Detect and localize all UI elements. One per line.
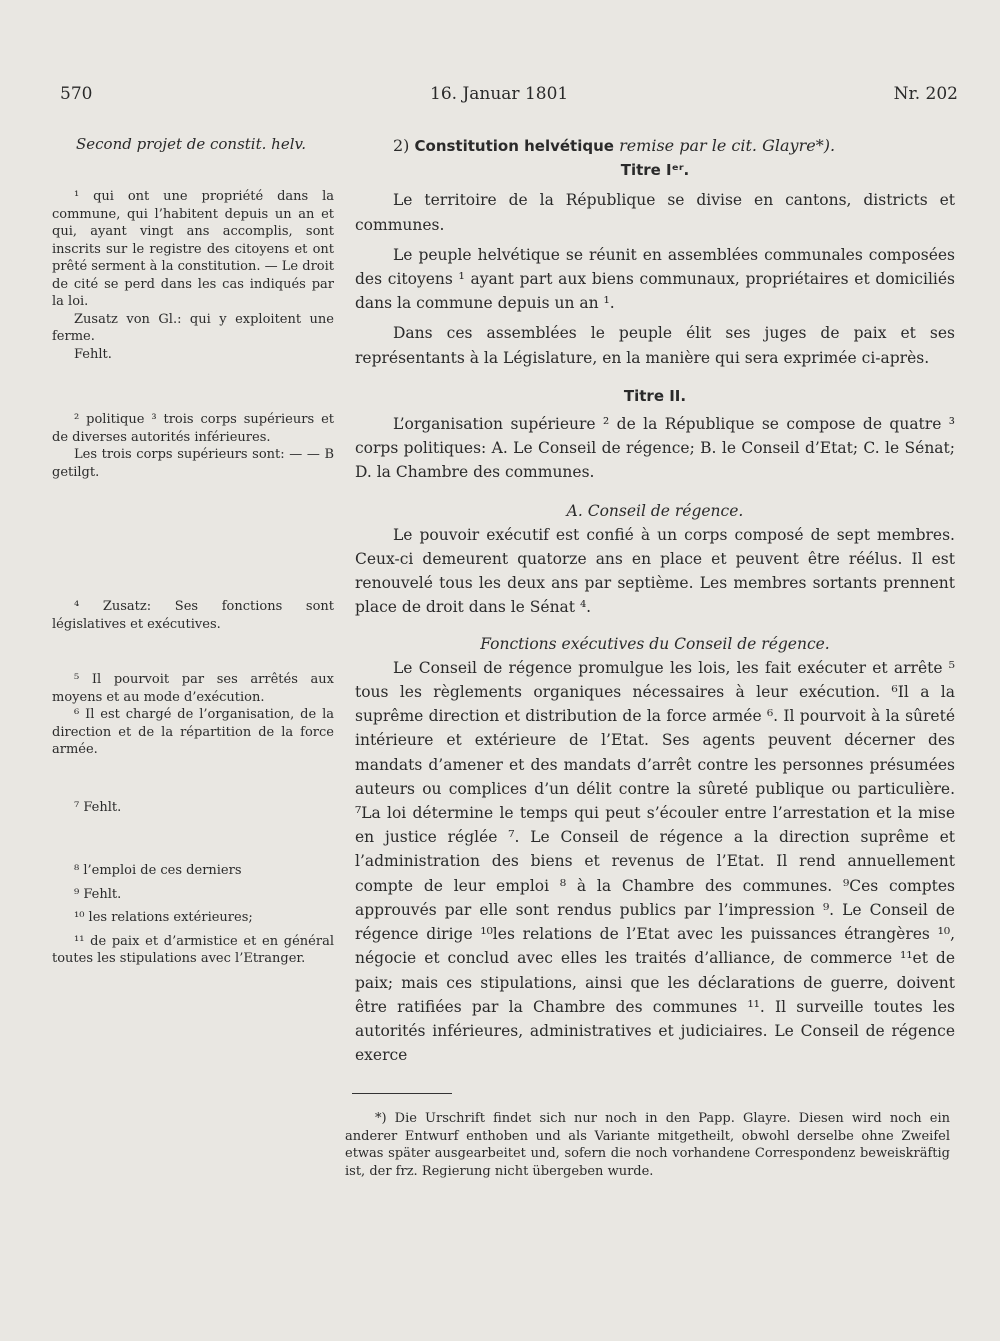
note-4: ⁴ Zusatz: Ses fonctions sont législatives et exécutives. xyxy=(52,599,334,632)
page-header xyxy=(60,84,958,110)
note-6: ⁶ Il est chargé de l’organisation, de la direction et de la répartition de la force armée. xyxy=(52,707,334,757)
document-number: Nr. 202 xyxy=(893,84,958,104)
titre-1: Titre Iᵉʳ. xyxy=(620,161,690,180)
note-2-3-addition: Les trois corps supérieurs sont: — — B getilgt. xyxy=(52,447,334,480)
note-7: ⁷ Fehlt. xyxy=(74,799,122,815)
footnote xyxy=(345,1110,950,1180)
margin-title: Second projet de constit. helv. xyxy=(76,135,306,153)
note-2-3: ² politique ³ trois corps supérieurs et de diverses autorités inférieures. xyxy=(52,412,334,445)
titre-2: Titre II. xyxy=(623,386,687,405)
paragraph: L’organisation supérieure ² de la République se compose de quatre ³ corps politiques: A. Le Conseil de régence; B. le Conseil d’Etat; C. le Sénat; D. la Chambre des communes. xyxy=(355,415,955,482)
paragraph: Le Conseil de régence promulgue les lois, les fait exécuter et arrête ⁵ tous les règlements organiques nécessaires à leur exécution. ⁶Il a la suprême direction et distribution de la force armée ⁶. Il pourvoit à la sûreté intérieure et extérieure de l’Etat. Ses agents peuvent décerner des mandats d’amener et des mandats d’arrêt contre les personnes présumées auteurs ou complices d’un délit contre la sûreté publique ou particulière. ⁷La loi détermine le temps qui peut s’écouler entre l’arrestation et la mise en justice réglée ⁷. Le Conseil de régence a la direction suprême et l’administration des biens et revenus de l’Etat. Il rend annuellement compte de leur emploi ⁸ à la Chambre des communes. ⁹Ces comptes approuvés par elle sont rendus publics par l’impression ⁹. Le Conseil de régence dirige ¹⁰les relations de l’Etat avec les puissances étrangères ¹⁰, négocie et conclud avec elles les traités d’alliance, de commerce ¹¹et de paix; mais ces stipulations, ainsi que les déclarations de guerre, doivent être ratifiées par la Chambre des communes ¹¹. Il surveille toutes les autorités inférieures, administratives et judiciaires. Le Conseil de régence exerce xyxy=(355,658,955,1065)
note-9: ⁹ Fehlt. xyxy=(74,886,122,902)
main-text xyxy=(355,134,955,1067)
note-8: ⁸ l’emploi de ces derniers xyxy=(74,863,242,878)
paragraph: Le territoire de la République se divise en cantons, districts et communes. xyxy=(355,191,955,234)
paragraph: Le pouvoir exécutif est confié à un corps composé de sept membres. Ceux-ci demeurent quatorze ans en place et peuvent être réélus. Il est renouvelé tous les deux ans par septième. Les membres sortants prennent place de droit dans le Sénat ⁴. xyxy=(355,525,955,617)
paragraph: Dans ces assemblées le peuple élit ses juges de paix et ses représentants à la Législature, en la manière qui sera exprimée ci-après. xyxy=(355,324,955,367)
note-1-addition: Zusatz von Gl.: qui y exploitent une ferme. xyxy=(52,311,334,344)
header-date: 16. Januar 1801 xyxy=(430,84,569,104)
note-1-missing: Fehlt. xyxy=(74,346,112,362)
paragraph: Le peuple helvétique se réunit en assemblées communales composées des citoyens ¹ ayant part aux biens communaux, propriétaires et domiciliés dans la commune depuis un an ¹. xyxy=(355,245,955,313)
note-1: ¹ qui ont une propriété dans la commune, qui l’habitent depuis un an et qui, ayant vingt ans accomplis, sont inscrits sur le registre des citoyens et ont prêté serment à la constitution. — Le droit de cité se perd dans les cas indiqués par la loi. xyxy=(52,189,334,309)
heading-title: Constitution helvétique xyxy=(414,137,614,155)
heading-number: 2) xyxy=(393,136,410,155)
section-heading: A. Conseil de régence. xyxy=(566,501,744,520)
footnote-text: *) Die Urschrift findet sich nur noch in den Papp. Glayre. Diesen wird noch ein anderer Entwurf enthoben und als Variante mitgetheilt, obwohl derselbe ohne Zweifel etwas später ausgearbeitet und, sofern die noch vorhandene Correspondenz beweiskräftig ist, der frz. Regierung nicht übergeben wurde. xyxy=(345,1111,950,1179)
note-10: ¹⁰ les relations extérieures; xyxy=(74,910,253,925)
section-heading: Fonctions exécutives du Conseil de régence. xyxy=(480,634,830,653)
page-number: 570 xyxy=(60,84,93,104)
document-heading xyxy=(355,134,955,158)
note-5: ⁵ Il pourvoit par ses arrêtés aux moyens et au mode d’exécution. xyxy=(52,672,334,705)
footnote-divider xyxy=(352,1093,452,1094)
note-11: ¹¹ de paix et d’armistice et en général toutes les stipulations avec l’Etranger. xyxy=(52,933,334,966)
margin-notes xyxy=(52,134,334,968)
heading-subtitle: remise par le cit. Glayre*). xyxy=(619,136,836,155)
